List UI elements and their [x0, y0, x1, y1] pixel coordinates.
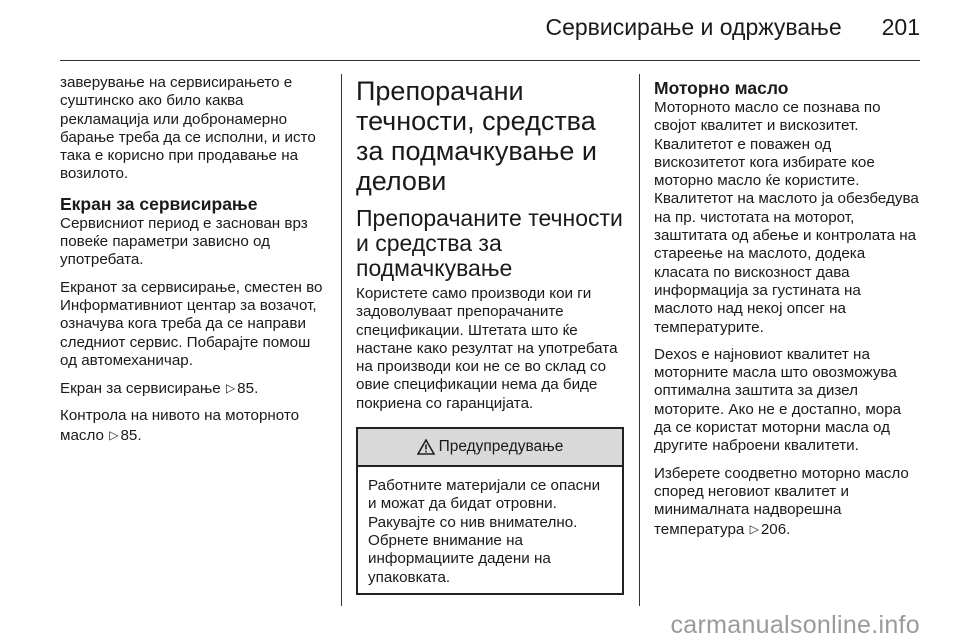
- column-divider-2: [639, 74, 640, 606]
- reference-page: 85.: [237, 380, 259, 398]
- watermark: carmanualsonline.info: [670, 611, 920, 639]
- reference-text: Контрола на нивото на моторното масло: [60, 407, 300, 444]
- warning-triangle-icon: [417, 439, 435, 455]
- warning-box: [356, 427, 624, 595]
- recommended-products-paragraph: Користете само производи кои ги задоволуваат препорачаните спецификации. Штетата што ќе настане како резултат на употребата на производи кои не се во склад со овие спецификации нема да биде покриена со гаранцијата.: [356, 285, 618, 412]
- section-heading-engine-oil: Моторно масло: [654, 78, 789, 98]
- warning-text: Работните материјали се опасни и можат да бидат отровни. Ракувајте со нив внимателно. Обрнете внимание на информациите дадени на упаковката.: [368, 477, 601, 586]
- page-header-title: Сервисирање и одржување: [545, 14, 842, 40]
- warning-body: [358, 467, 622, 593]
- column-divider-1: [341, 74, 342, 606]
- select-oil-text: Изберете соодветно моторно масло според неговиот квалитет и минималната надворешна температура: [654, 464, 909, 538]
- reference-page: 85.: [120, 426, 142, 444]
- page-number: 201: [881, 14, 920, 40]
- reference-service-display: [60, 379, 330, 398]
- ref-arrow-icon: ▷: [225, 381, 236, 396]
- column-right: [654, 74, 922, 548]
- dexos-paragraph: Dexos е најновиот квалитет на моторните масла што овозможува оптимална заштита за дизел моторите. Ако не е достапно, мора да се користат моторни масла од другите наброени квалитети.: [654, 345, 902, 455]
- service-display-paragraph: Екранот за сервисирање, сместен во Информативниот центар за возачот, означува кога треба да се направи следниот сервис. Побарајте помош од автомеханичар.: [60, 278, 323, 369]
- column-middle: [356, 74, 624, 595]
- sub-heading: Препорачаните течности и средства за подмачкување: [356, 205, 623, 281]
- select-oil-paragraph: [654, 465, 922, 539]
- reference-page: 206.: [760, 520, 791, 538]
- column-left: [60, 74, 330, 454]
- reference-oil-level: [60, 407, 330, 445]
- continued-paragraph: заверување на сервисирањето е суштинско ако било каква рекламација или добронамерно барање треба да се исполни, и исто така е корисно при продавање на возилото.: [60, 74, 316, 183]
- warning-header: [358, 429, 622, 467]
- main-heading: Препорачани течности, средства за подмачкување и делови: [356, 76, 597, 196]
- reference-text: Екран за сервисирање: [60, 380, 221, 398]
- warning-title: Предупредување: [438, 438, 564, 456]
- header-rule: [60, 60, 920, 61]
- service-period-paragraph: Сервисниот период е заснован врз повеќе параметри зависно од употребата.: [60, 214, 308, 269]
- page-header: [545, 14, 920, 41]
- engine-oil-quality-paragraph: Моторното масло се познава по својот квалитет и вискозитет. Квалитетот е поважен од вискозитетот кога избирате кое моторно масло ќе користите. Квалитетот на маслото ја обезбедува на пр. чистотата на моторот, заштитата од абење и контролата на стареење на маслото, додека класата по вискозност дава информација за густината на маслото над некој опсег на температурите.: [654, 99, 919, 336]
- section-heading-service-display: Екран за сервисирање: [60, 193, 258, 214]
- ref-arrow-icon: ▷: [749, 521, 759, 536]
- ref-arrow-icon: ▷: [109, 427, 119, 442]
